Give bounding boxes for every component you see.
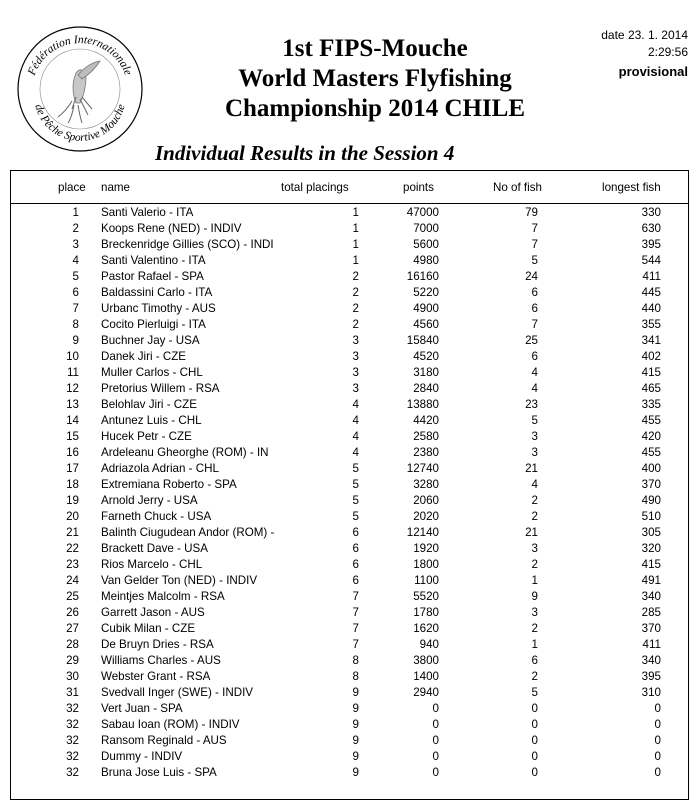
cell-place: 32 (66, 766, 79, 779)
cell-name: Santi Valentino - ITA (101, 254, 206, 267)
cell-longest-fish: 395 (641, 670, 661, 683)
cell-points: 4420 (413, 414, 439, 427)
table-row (11, 573, 690, 589)
col-header-no-of-fish: No of fish (493, 181, 542, 194)
cell-longest-fish: 330 (641, 206, 661, 219)
cell-place: 28 (66, 638, 79, 651)
cell-place: 21 (66, 526, 79, 539)
cell-points: 3280 (413, 478, 439, 491)
cell-points: 12740 (406, 462, 439, 475)
cell-name: Extremiana Roberto - SPA (101, 478, 237, 491)
cell-total-placings: 1 (352, 254, 359, 267)
cell-name: Van Gelder Ton (NED) - INDIV (101, 574, 258, 587)
cell-place: 26 (66, 606, 79, 619)
cell-total-placings: 5 (352, 462, 359, 475)
cell-name: Hucek Petr - CZE (101, 430, 192, 443)
cell-name: Danek Jiri - CZE (101, 350, 187, 363)
report-date: date 23. 1. 2014 (601, 28, 688, 42)
cell-name: Arnold Jerry - USA (101, 494, 198, 507)
cell-no-of-fish: 2 (531, 510, 538, 523)
cell-points: 3800 (413, 654, 439, 667)
cell-points: 1620 (413, 622, 439, 635)
cell-place: 13 (66, 398, 79, 411)
status-badge: provisional (618, 64, 688, 79)
table-row (11, 349, 690, 365)
cell-place: 31 (66, 686, 79, 699)
table-row (11, 221, 690, 237)
cell-longest-fish: 415 (641, 558, 661, 571)
cell-place: 12 (66, 382, 79, 395)
cell-name: Pastor Rafael - SPA (101, 270, 204, 283)
table-row (11, 557, 690, 573)
cell-points: 16160 (406, 270, 439, 283)
table-row (11, 301, 690, 317)
cell-place: 17 (66, 462, 79, 475)
cell-name: Farneth Chuck - USA (101, 510, 212, 523)
table-row (11, 397, 690, 413)
fips-seal (16, 25, 144, 153)
cell-name: Vert Juan - SPA (101, 702, 183, 715)
cell-name: Meintjes Malcolm - RSA (101, 590, 225, 603)
cell-longest-fish: 411 (642, 270, 661, 283)
table-row (11, 605, 690, 621)
cell-total-placings: 1 (352, 222, 359, 235)
cell-name: Santi Valerio - ITA (101, 206, 194, 219)
cell-no-of-fish: 7 (531, 222, 538, 235)
cell-points: 3180 (413, 366, 439, 379)
cell-points: 5220 (413, 286, 439, 299)
cell-total-placings: 6 (352, 574, 359, 587)
table-row (11, 749, 690, 765)
cell-place: 29 (66, 654, 79, 667)
table-row (11, 333, 690, 349)
cell-longest-fish: 445 (641, 286, 661, 299)
report-meta (601, 27, 688, 80)
col-header-name: name (101, 181, 131, 194)
cell-no-of-fish: 5 (531, 686, 538, 699)
cell-place: 4 (72, 254, 79, 267)
table-row (11, 237, 690, 253)
cell-no-of-fish: 6 (531, 350, 538, 363)
cell-total-placings: 1 (352, 238, 359, 251)
cell-place: 10 (66, 350, 79, 363)
table-row (11, 477, 690, 493)
table-row (11, 445, 690, 461)
cell-total-placings: 4 (352, 430, 359, 443)
championship-title (160, 34, 590, 124)
cell-name: Balinth Ciugudean Andor (ROM) - (101, 526, 275, 539)
cell-total-placings: 4 (352, 446, 359, 459)
cell-place: 16 (66, 446, 79, 459)
logo-text-top: Fédération Internationale (26, 33, 135, 78)
cell-name: Buchner Jay - USA (101, 334, 200, 347)
cell-longest-fish: 415 (641, 366, 661, 379)
cell-total-placings: 9 (352, 734, 359, 747)
cell-longest-fish: 370 (641, 478, 661, 491)
table-row (11, 701, 690, 717)
cell-total-placings: 2 (352, 286, 359, 299)
cell-points: 47000 (406, 206, 439, 219)
cell-points: 5520 (413, 590, 439, 603)
cell-points: 4560 (413, 318, 439, 331)
table-row (11, 637, 690, 653)
table-row (11, 413, 690, 429)
table-row (11, 205, 690, 221)
cell-longest-fish: 0 (654, 750, 661, 763)
cell-no-of-fish: 6 (531, 302, 538, 315)
cell-name: Rios Marcelo - CHL (101, 558, 203, 571)
cell-no-of-fish: 0 (531, 734, 538, 747)
cell-longest-fish: 0 (654, 702, 661, 715)
cell-name: De Bruyn Dries - RSA (101, 638, 214, 651)
col-header-longest-fish: longest fish (602, 181, 661, 194)
cell-name: Cocito Pierluigi - ITA (101, 318, 206, 331)
col-header-total-placings: total placings (281, 181, 349, 194)
table-header (11, 180, 690, 196)
cell-points: 1780 (413, 606, 439, 619)
cell-name: Webster Grant - RSA (101, 670, 211, 683)
cell-no-of-fish: 0 (531, 702, 538, 715)
cell-longest-fish: 411 (642, 638, 661, 651)
cell-name: Belohlav Jiri - CZE (101, 398, 197, 411)
cell-total-placings: 7 (352, 622, 359, 635)
cell-longest-fish: 341 (641, 334, 661, 347)
title-line-2: World Masters Flyfishing (238, 65, 512, 92)
cell-points: 0 (432, 702, 439, 715)
cell-no-of-fish: 2 (531, 558, 538, 571)
cell-total-placings: 6 (352, 542, 359, 555)
table-row (11, 429, 690, 445)
cell-points: 15840 (406, 334, 439, 347)
table-row (11, 669, 690, 685)
col-header-place: place (58, 181, 86, 194)
cell-name: Muller Carlos - CHL (101, 366, 203, 379)
cell-no-of-fish: 6 (531, 654, 538, 667)
cell-longest-fish: 320 (641, 542, 661, 555)
cell-longest-fish: 0 (654, 734, 661, 747)
table-row (11, 253, 690, 269)
cell-longest-fish: 355 (641, 318, 661, 331)
table-row (11, 285, 690, 301)
cell-points: 940 (419, 638, 439, 651)
cell-total-placings: 3 (352, 334, 359, 347)
cell-longest-fish: 285 (641, 606, 661, 619)
table-row (11, 733, 690, 749)
cell-no-of-fish: 5 (531, 254, 538, 267)
cell-no-of-fish: 2 (531, 670, 538, 683)
cell-longest-fish: 402 (641, 350, 661, 363)
table-body (11, 205, 690, 781)
cell-total-placings: 5 (352, 510, 359, 523)
cell-points: 0 (432, 718, 439, 731)
cell-no-of-fish: 4 (531, 382, 538, 395)
cell-no-of-fish: 21 (525, 462, 538, 475)
cell-total-placings: 2 (352, 302, 359, 315)
cell-total-placings: 2 (352, 318, 359, 331)
cell-longest-fish: 370 (641, 622, 661, 635)
cell-no-of-fish: 5 (531, 414, 538, 427)
cell-name: Sabau Ioan (ROM) - INDIV (101, 718, 240, 731)
cell-longest-fish: 395 (641, 238, 661, 251)
cell-place: 32 (66, 734, 79, 747)
cell-place: 3 (72, 238, 79, 251)
cell-longest-fish: 491 (641, 574, 661, 587)
cell-points: 2380 (413, 446, 439, 459)
logo-text-bottom: de Pêche Sportive Mouche (32, 102, 128, 145)
cell-place: 32 (66, 750, 79, 763)
cell-name: Svedvall Inger (SWE) - INDIV (101, 686, 254, 699)
cell-total-placings: 7 (352, 638, 359, 651)
table-row (11, 717, 690, 733)
table-row (11, 461, 690, 477)
cell-place: 14 (66, 414, 79, 427)
cell-points: 4980 (413, 254, 439, 267)
cell-total-placings: 9 (352, 750, 359, 763)
fips-mouche-logo (16, 25, 144, 153)
cell-points: 1920 (413, 542, 439, 555)
cell-name: Adriazola Adrian - CHL (101, 462, 219, 475)
table-row (11, 525, 690, 541)
cell-place: 11 (66, 366, 79, 379)
cell-longest-fish: 335 (641, 398, 661, 411)
cell-place: 25 (66, 590, 79, 603)
cell-longest-fish: 420 (641, 430, 661, 443)
cell-no-of-fish: 79 (525, 206, 538, 219)
cell-total-placings: 3 (352, 350, 359, 363)
table-row (11, 589, 690, 605)
table-row (11, 509, 690, 525)
cell-points: 1100 (414, 574, 439, 587)
cell-name: Ransom Reginald - AUS (101, 734, 227, 747)
cell-longest-fish: 310 (641, 686, 661, 699)
cell-points: 2020 (413, 510, 439, 523)
cell-points: 12140 (406, 526, 439, 539)
session-subtitle: Individual Results in the Session 4 (155, 141, 455, 165)
cell-place: 32 (66, 702, 79, 715)
table-row (11, 365, 690, 381)
table-row (11, 541, 690, 557)
mayfly-icon (58, 61, 100, 123)
cell-name: Bruna Jose Luis - SPA (101, 766, 217, 779)
cell-no-of-fish: 6 (531, 286, 538, 299)
cell-total-placings: 7 (352, 590, 359, 603)
cell-name: Urbanc Timothy - AUS (101, 302, 216, 315)
title-line-3: Championship 2014 CHILE (224, 95, 526, 122)
cell-place: 1 (72, 206, 79, 219)
cell-no-of-fish: 25 (525, 334, 538, 347)
cell-no-of-fish: 7 (531, 238, 538, 251)
cell-total-placings: 2 (352, 270, 359, 283)
cell-place: 8 (72, 318, 79, 331)
cell-longest-fish: 0 (654, 718, 661, 731)
cell-longest-fish: 465 (641, 382, 661, 395)
cell-total-placings: 8 (352, 654, 359, 667)
cell-points: 2940 (413, 686, 439, 699)
cell-place: 19 (66, 494, 79, 507)
header-divider (11, 203, 688, 204)
cell-total-placings: 4 (352, 414, 359, 427)
table-row (11, 317, 690, 333)
results-table (10, 170, 689, 800)
cell-longest-fish: 490 (641, 494, 661, 507)
cell-points: 0 (432, 734, 439, 747)
cell-total-placings: 5 (352, 494, 359, 507)
table-row (11, 621, 690, 637)
cell-total-placings: 1 (352, 206, 359, 219)
cell-no-of-fish: 3 (531, 446, 538, 459)
cell-name: Brackett Dave - USA (101, 542, 208, 555)
cell-name: Baldassini Carlo - ITA (101, 286, 213, 299)
cell-name: Antunez Luis - CHL (101, 414, 202, 427)
cell-total-placings: 3 (352, 366, 359, 379)
cell-no-of-fish: 0 (531, 750, 538, 763)
cell-longest-fish: 455 (641, 446, 661, 459)
cell-points: 2580 (413, 430, 439, 443)
cell-no-of-fish: 4 (531, 366, 538, 379)
table-row (11, 493, 690, 509)
title-line-1: 1st FIPS-Mouche (282, 35, 468, 62)
cell-place: 6 (72, 286, 79, 299)
cell-name: Cubik Milan - CZE (101, 622, 196, 635)
cell-no-of-fish: 2 (531, 622, 538, 635)
cell-place: 7 (72, 302, 79, 315)
cell-name: Koops Rene (NED) - INDIV (101, 222, 242, 235)
cell-no-of-fish: 0 (531, 718, 538, 731)
cell-place: 20 (66, 510, 79, 523)
cell-place: 15 (66, 430, 79, 443)
col-header-points: points (403, 181, 434, 194)
cell-no-of-fish: 3 (531, 430, 538, 443)
cell-points: 5600 (413, 238, 439, 251)
cell-points: 0 (432, 750, 439, 763)
cell-no-of-fish: 3 (531, 542, 538, 555)
cell-name: Williams Charles - AUS (101, 654, 221, 667)
svg-text:de Pêche Sportive Mouche (32, 103, 127, 144)
cell-longest-fish: 340 (641, 654, 661, 667)
cell-total-placings: 8 (352, 670, 359, 683)
cell-total-placings: 9 (352, 718, 359, 731)
cell-longest-fish: 340 (641, 590, 661, 603)
cell-place: 30 (66, 670, 79, 683)
cell-total-placings: 4 (352, 398, 359, 411)
cell-total-placings: 6 (352, 526, 359, 539)
cell-points: 13880 (406, 398, 439, 411)
table-row (11, 269, 690, 285)
cell-longest-fish: 305 (641, 526, 661, 539)
cell-no-of-fish: 1 (531, 638, 538, 651)
cell-total-placings: 9 (352, 766, 359, 779)
cell-no-of-fish: 0 (531, 766, 538, 779)
cell-no-of-fish: 24 (525, 270, 538, 283)
cell-longest-fish: 0 (654, 766, 661, 779)
cell-no-of-fish: 4 (531, 478, 538, 491)
cell-total-placings: 7 (352, 606, 359, 619)
cell-no-of-fish: 9 (531, 590, 538, 603)
cell-points: 2840 (413, 382, 439, 395)
cell-total-placings: 9 (352, 702, 359, 715)
cell-name: Pretorius Willem - RSA (101, 382, 220, 395)
cell-longest-fish: 630 (641, 222, 661, 235)
cell-no-of-fish: 1 (531, 574, 538, 587)
cell-no-of-fish: 23 (525, 398, 538, 411)
cell-place: 22 (66, 542, 79, 555)
cell-points: 0 (432, 766, 439, 779)
cell-total-placings: 9 (352, 686, 359, 699)
cell-longest-fish: 455 (641, 414, 661, 427)
report-time: 2:29:56 (647, 45, 688, 59)
cell-longest-fish: 544 (641, 254, 661, 267)
cell-place: 5 (72, 270, 79, 283)
table-row (11, 685, 690, 701)
cell-no-of-fish: 3 (531, 606, 538, 619)
table-row (11, 653, 690, 669)
cell-points: 1800 (413, 558, 439, 571)
cell-place: 23 (66, 558, 79, 571)
cell-points: 1400 (413, 670, 439, 683)
cell-name: Garrett Jason - AUS (101, 606, 205, 619)
cell-longest-fish: 400 (641, 462, 661, 475)
cell-place: 9 (72, 334, 79, 347)
cell-place: 18 (66, 478, 79, 491)
cell-longest-fish: 510 (641, 510, 661, 523)
cell-total-placings: 3 (352, 382, 359, 395)
cell-points: 4520 (413, 350, 439, 363)
cell-name: Breckenridge Gillies (SCO) - INDI (101, 238, 274, 251)
cell-no-of-fish: 7 (531, 318, 538, 331)
cell-points: 4900 (413, 302, 439, 315)
table-row (11, 765, 690, 781)
cell-no-of-fish: 2 (531, 494, 538, 507)
cell-total-placings: 6 (352, 558, 359, 571)
cell-place: 2 (72, 222, 79, 235)
cell-name: Dummy - INDIV (101, 750, 183, 763)
cell-name: Ardeleanu Gheorghe (ROM) - IN (101, 446, 269, 459)
cell-points: 2060 (413, 494, 439, 507)
cell-no-of-fish: 21 (525, 526, 538, 539)
cell-total-placings: 5 (352, 478, 359, 491)
cell-place: 27 (66, 622, 79, 635)
table-row (11, 381, 690, 397)
cell-points: 7000 (413, 222, 439, 235)
cell-place: 32 (66, 718, 79, 731)
cell-longest-fish: 440 (641, 302, 661, 315)
cell-place: 24 (66, 574, 79, 587)
